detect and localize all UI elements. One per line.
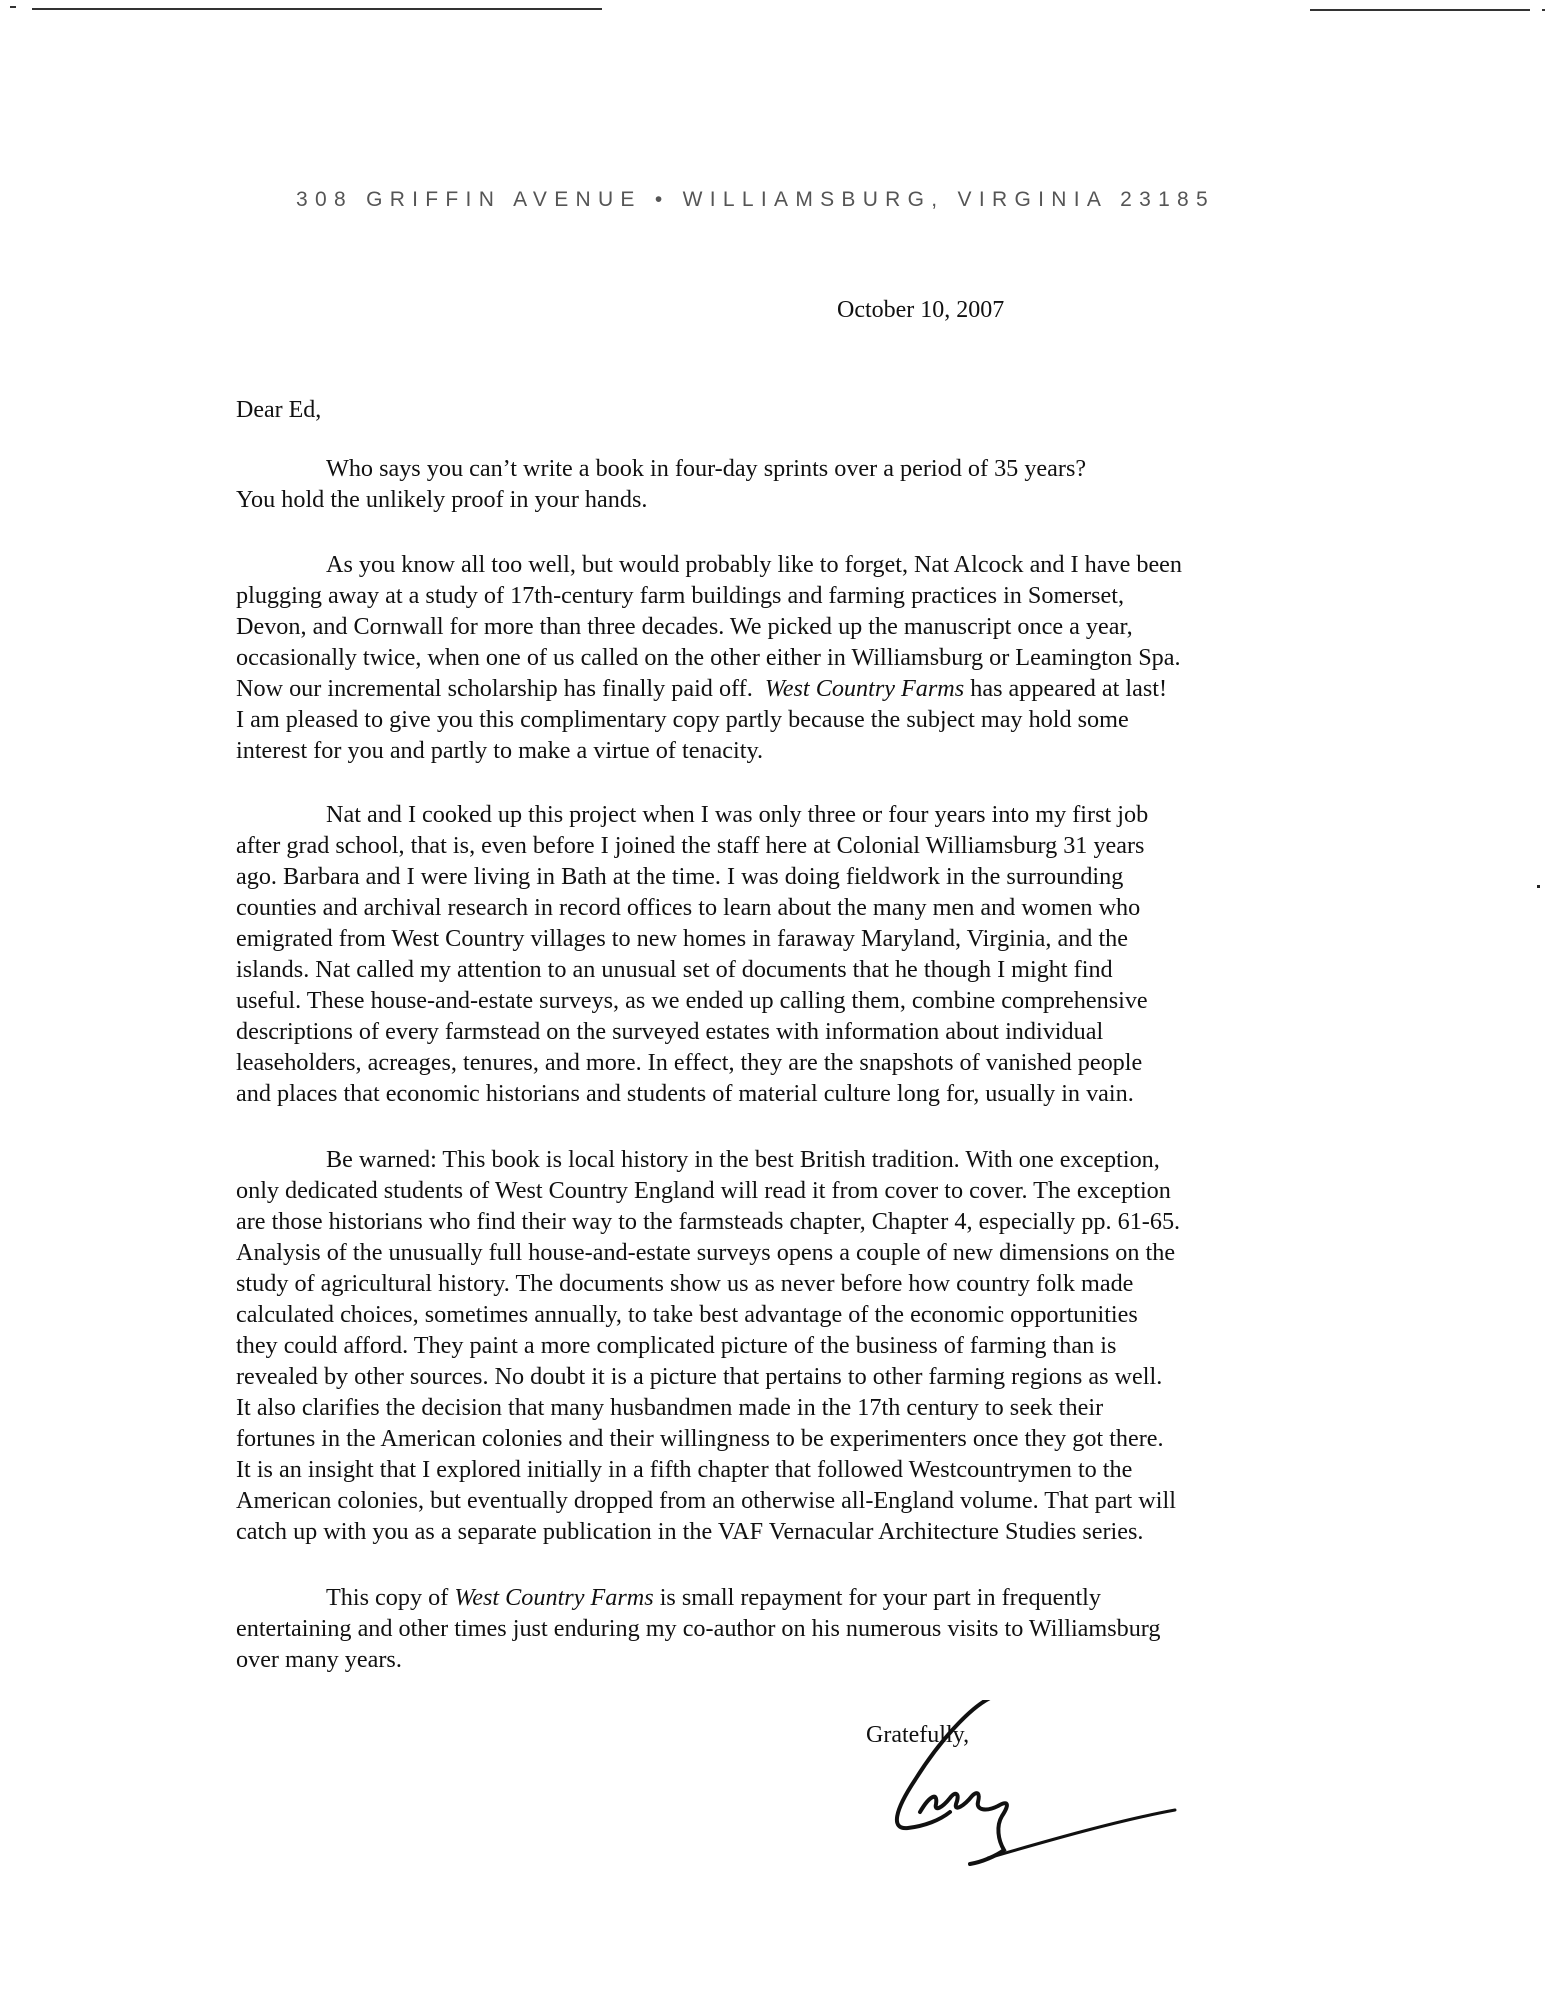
salutation: Dear Ed,: [236, 397, 322, 423]
text-line: occasionally twice, when one of us called on the other either in Williamsburg or Leamington Spa.: [236, 644, 1181, 671]
handwritten-signature: [880, 1700, 1200, 1880]
text-line: entertaining and other times just enduring my co-author on his numerous visits to Williamsburg: [236, 1615, 1161, 1642]
text-line: emigrated from West Country villages to new homes in faraway Maryland, Virginia, and the: [236, 925, 1128, 952]
text-line: calculated choices, sometimes annually, to take best advantage of the economic opportunities: [236, 1301, 1138, 1328]
text-line: Devon, and Cornwall for more than three decades. We picked up the manuscript once a year,: [236, 613, 1133, 640]
text-line: are those historians who find their way to the farmsteads chapter, Chapter 4, especially pp. 61-65.: [236, 1208, 1181, 1235]
text-line: over many years.: [236, 1646, 402, 1673]
text-line-with-book-title: [236, 677, 1167, 701]
text-line: catch up with you as a separate publication in the VAF Vernacular Architecture Studies series.: [236, 1518, 1144, 1545]
book-title: West Country Farms: [764, 675, 965, 702]
text-line: Who says you can’t write a book in four-day sprints over a period of 35 years?: [326, 455, 1087, 482]
text-line: revealed by other sources. No doubt it is a picture that pertains to other farming regions as well.: [236, 1363, 1163, 1390]
text-line: Be warned: This book is local history in the best British tradition. With one exception,: [326, 1146, 1160, 1173]
text-line: It also clarifies the decision that many husbandmen made in the 17th century to seek their: [236, 1394, 1104, 1421]
text-line: interest for you and partly to make a virtue of tenacity.: [236, 737, 764, 764]
text-line: plugging away at a study of 17th-century farm buildings and farming practices in Somerset,: [236, 582, 1124, 609]
text-line: islands. Nat called my attention to an unusual set of documents that he though I might find: [236, 956, 1113, 983]
text-line: Analysis of the unusually full house-and-estate surveys opens a couple of new dimensions on the: [236, 1239, 1176, 1266]
text-fragment: has appeared at last!: [964, 675, 1168, 702]
text-fragment: This copy of: [326, 1584, 455, 1611]
text-line: after grad school, that is, even before I joined the staff here at Colonial Williamsburg 31 years: [236, 832, 1145, 859]
text-line: As you know all too well, but would probably like to forget, Nat Alcock and I have been: [326, 551, 1183, 578]
text-line: You hold the unlikely proof in your hands.: [236, 486, 648, 513]
text-line: and places that economic historians and students of material culture long for, usually in vain.: [236, 1080, 1134, 1107]
text-line: useful. These house-and-estate surveys, as we ended up calling them, combine comprehensive: [236, 987, 1148, 1014]
text-line: study of agricultural history. The documents show us as never before how country folk made: [236, 1270, 1134, 1297]
signature-underline: [988, 1810, 1175, 1858]
signature-stroke: [897, 1700, 990, 1828]
text-line: Nat and I cooked up this project when I was only three or four years into my first job: [326, 801, 1149, 828]
text-line: ago. Barbara and I were living in Bath at the time. I was doing fieldwork in the surrounding: [236, 863, 1124, 890]
text-line: I am pleased to give you this complimentary copy partly because the subject may hold some: [236, 706, 1129, 733]
text-line: American colonies, but eventually dropped from an otherwise all-England volume. That part will: [236, 1487, 1176, 1514]
text-line: they could afford. They paint a more complicated picture of the business of farming than is: [236, 1332, 1117, 1359]
letterhead-address: 308 GRIFFIN AVENUE • WILLIAMSBURG, VIRGINIA 23185: [296, 188, 1216, 211]
text-line: leaseholders, acreages, tenures, and more. In effect, they are the snapshots of vanished people: [236, 1049, 1143, 1076]
scan-speck: [1537, 885, 1540, 888]
text-line: counties and archival research in record offices to learn about the many men and women who: [236, 894, 1141, 921]
text-line: only dedicated students of West Country England will read it from cover to cover. The exception: [236, 1177, 1171, 1204]
closing: Gratefully,: [866, 1722, 970, 1748]
text-fragment: Now our incremental scholarship has finally paid off.: [236, 675, 765, 702]
text-fragment: is small repayment for your part in frequently: [653, 1584, 1101, 1611]
text-line: descriptions of every farmstead on the surveyed estates with information about individual: [236, 1018, 1104, 1045]
book-title: West Country Farms: [454, 1584, 654, 1611]
text-line: It is an insight that I explored initially in a fifth chapter that followed Westcountrymen to the: [236, 1456, 1133, 1483]
text-line: fortunes in the American colonies and their willingness to be experimenters once they got there.: [236, 1425, 1164, 1452]
scan-artifact-top-edge: [0, 0, 1545, 20]
letter-date: October 10, 2007: [837, 297, 1005, 323]
text-line-with-book-title: [326, 1586, 1101, 1610]
signature-stroke: [920, 1793, 1007, 1864]
